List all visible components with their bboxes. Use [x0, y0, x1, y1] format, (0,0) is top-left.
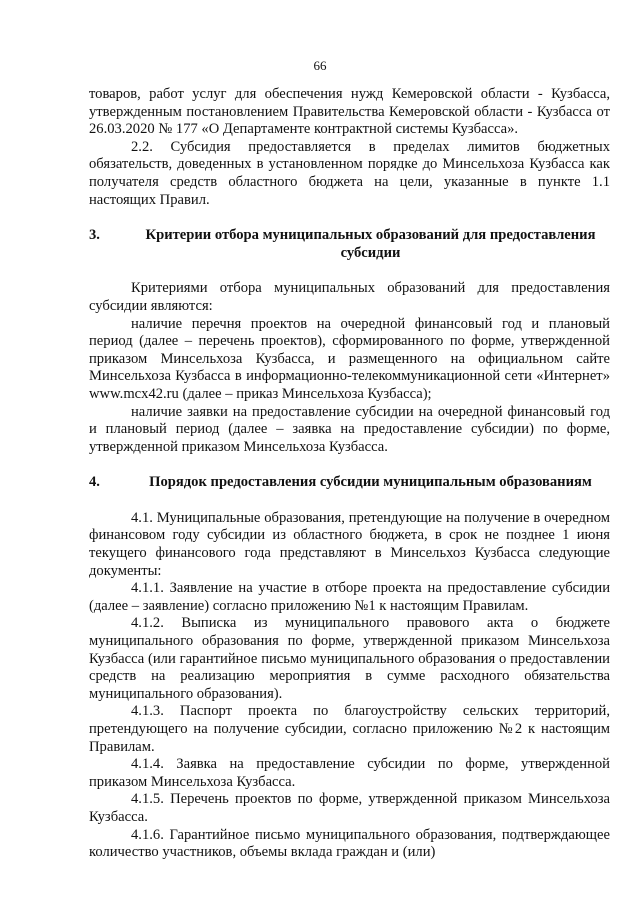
section-3-title: Критерии отбора муниципальных образований для предоставления субсидии	[145, 227, 596, 261]
paragraph-criteria-intro: Критериями отбора муниципальных образований для предоставления субсидии являются:	[89, 280, 610, 314]
paragraph-4-1-6: 4.1.6. Гарантийное письмо муниципального образования, подтверждающее количество участников, объемы вклада граждан и (или)	[89, 826, 610, 861]
paragraph-4-1-2: 4.1.2. Выписка из муниципального правового акта о бюджете муниципального образования по форме, утвержденной приказом Минсельхоза Кузбасса (или гарантийное письмо муниципального образования о предоставлении средств на реализацию мероприятия в сумме расходного обязательства муниципального образования).	[89, 615, 610, 702]
paragraph-intro-continuation: товаров, работ услуг для обеспечения нужд Кемеровской области - Кузбасса, утвержденным постановлением Правительства Кемеровской области - Кузбасса от 26.03.2020 № 177 «О Департаменте контрактной системы Кузбасса».	[89, 86, 610, 138]
spacer	[89, 262, 610, 280]
section-4-title: Порядок предоставления субсидии муниципальным образованиям	[149, 474, 592, 491]
paragraph-criteria-2: наличие заявки на предоставление субсидии на очередной финансовый год и плановый период (далее – заявка на предоставление субсидии) по форме, утвержденной приказом Минсельхоза Кузбасса.	[89, 403, 610, 455]
section-4-number: 4.	[89, 474, 100, 491]
paragraph-4-1-4: 4.1.4. Заявка на предоставление субсидии по форме, утвержденной приказом Минсельхоза Кузбасса.	[89, 756, 610, 790]
paragraph-4-1-1: 4.1.1. Заявление на участие в отборе проекта на предоставление субсидии (далее – заявление) согласно приложению №1 к настоящим Правилам.	[89, 580, 610, 614]
paragraph-2-2: 2.2. Субсидия предоставляется в пределах лимитов бюджетных обязательств, доведенных в установленном порядке до Минсельхоза Кузбасса как получателя средств областного бюджета на цели, указанные в пункте 1.1 настоящих Правил.	[89, 138, 610, 208]
paragraph-4-1-3: 4.1.3. Паспорт проекта по благоустройству сельских территорий, претендующего на получение субсидии, согласно приложению №2 к настоящим Правилам.	[89, 703, 610, 755]
page-number: 66	[313, 58, 327, 73]
section-3-heading	[89, 227, 610, 262]
paragraph-criteria-1: наличие перечня проектов на очередной финансовый год и плановый период (далее – перечень проектов), сформированного по форме, утвержденной приказом Минсельхоза Кузбасса, и размещенного на официальном сайте Минсельхоза Кузбасса в информационно-телекоммуникационной сети «Интернет» www.mcx42.ru (далее – приказ Минсельхоза Кузбасса);	[89, 315, 610, 402]
section-4-heading	[89, 474, 610, 492]
section-3-number: 3.	[89, 227, 100, 244]
paragraph-4-1-5: 4.1.5. Перечень проектов по форме, утвержденной приказом Минсельхоза Кузбасса.	[89, 791, 610, 825]
document-body	[89, 86, 610, 862]
spacer	[89, 456, 610, 474]
paragraph-4-1: 4.1. Муниципальные образования, претендующие на получение в очередном финансовом году субсидии из областного бюджета, в срок не позднее 1 июня текущего финансового года представляют в Минсельхоз Кузбасса следующие документы:	[89, 509, 610, 579]
spacer	[89, 209, 610, 227]
spacer	[89, 492, 610, 510]
